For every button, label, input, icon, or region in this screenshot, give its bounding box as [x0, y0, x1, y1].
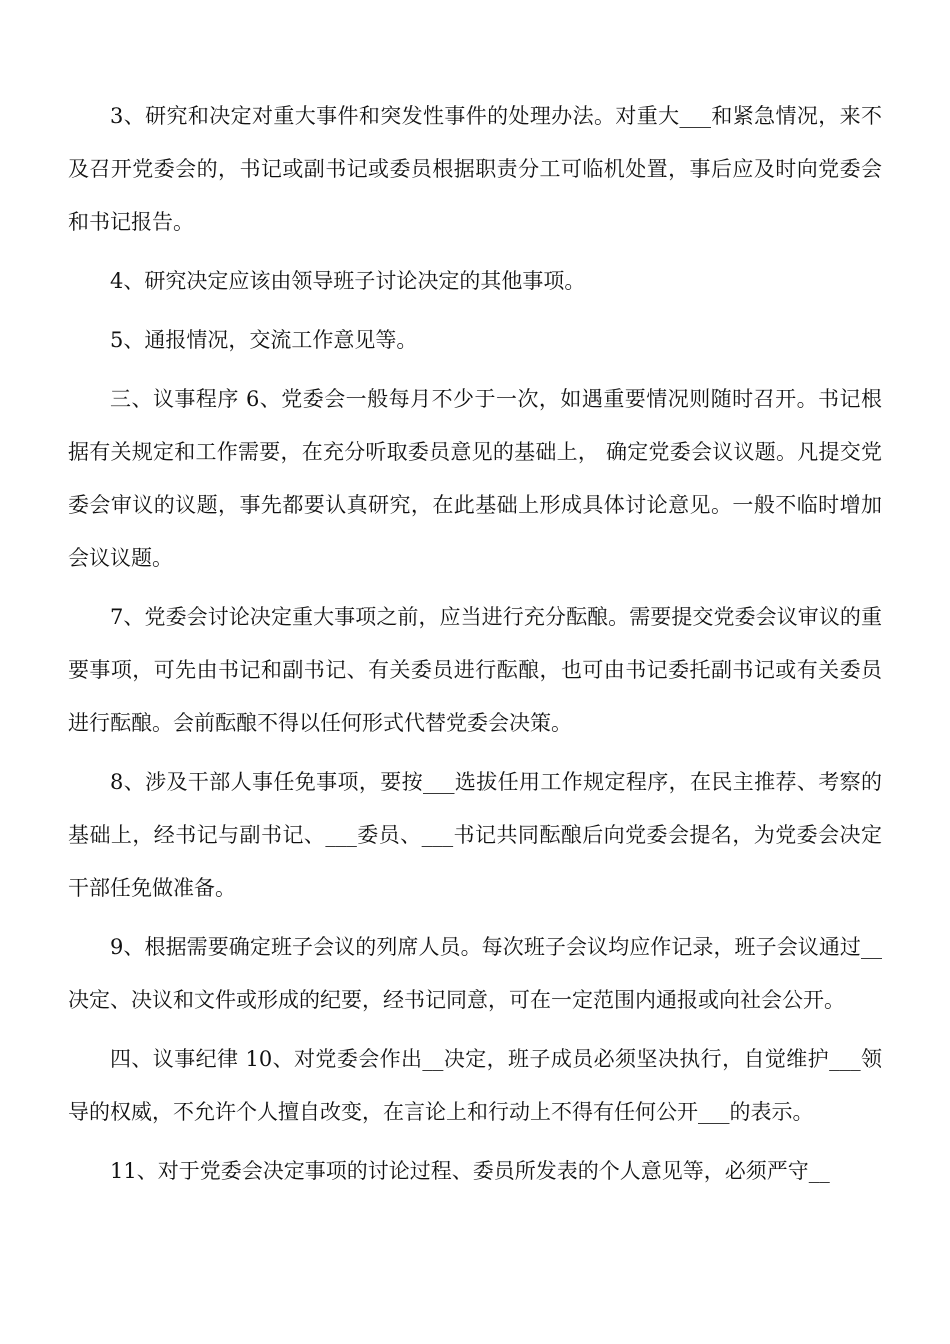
paragraph-item-5: 5、通报情况，交流工作意见等。: [110, 328, 418, 352]
document-body: [68, 90, 882, 1204]
paragraph-item-9: 9、根据需要确定班子会议的列席人员。每次班子会议均应作记录，班子会议通过__决定、决议和文件或形成的纪要，经书记同意，可在一定范围内通报或向社会公开。: [68, 935, 882, 1012]
paragraph-item-11: 11、对于党委会决定事项的讨论过程、委员所发表的个人意见等，必须严守__: [110, 1159, 830, 1183]
paragraph-item-8: 8、涉及干部人事任免事项，要按___选拔任用工作规定程序，在民主推荐、考察的基础上，经书记与副书记、___委员、___书记共同酝酿后向党委会提名，为党委会决定干部任免做准备。: [68, 770, 882, 900]
paragraph-item-3: 3、研究和决定对重大事件和突发性事件的处理办法。对重大___和紧急情况，来不及召开党委会的，书记或副书记或委员根据职责分工可临机处置，事后应及时向党委会和书记报告。: [68, 104, 882, 234]
paragraph-procedure-6: 三、议事程序 6、党委会一般每月不少于一次，如遇重要情况则随时召开。书记根据有关规定和工作需要，在充分听取委员意见的基础上， 确定党委会议议题。凡提交党委会审议的议题，事先都要认真研究，在此基础上形成具体讨论意见。一般不临时增加会议议题。: [68, 387, 882, 570]
paragraph-discipline-10: 四、议事纪律 10、对党委会作出__决定，班子成员必须坚决执行，自觉维护___领导的权威，不允许个人擅自改变，在言论上和行动上不得有任何公开___的表示。: [68, 1047, 882, 1124]
paragraph-item-7: 7、党委会讨论决定重大事项之前，应当进行充分酝酿。需要提交党委会议审议的重要事项，可先由书记和副书记、有关委员进行酝酿，也可由书记委托副书记或有关委员进行酝酿。会前酝酿不得以任何形式代替党委会决策。: [68, 605, 882, 735]
paragraph-item-4: 4、研究决定应该由领导班子讨论决定的其他事项。: [110, 269, 586, 293]
